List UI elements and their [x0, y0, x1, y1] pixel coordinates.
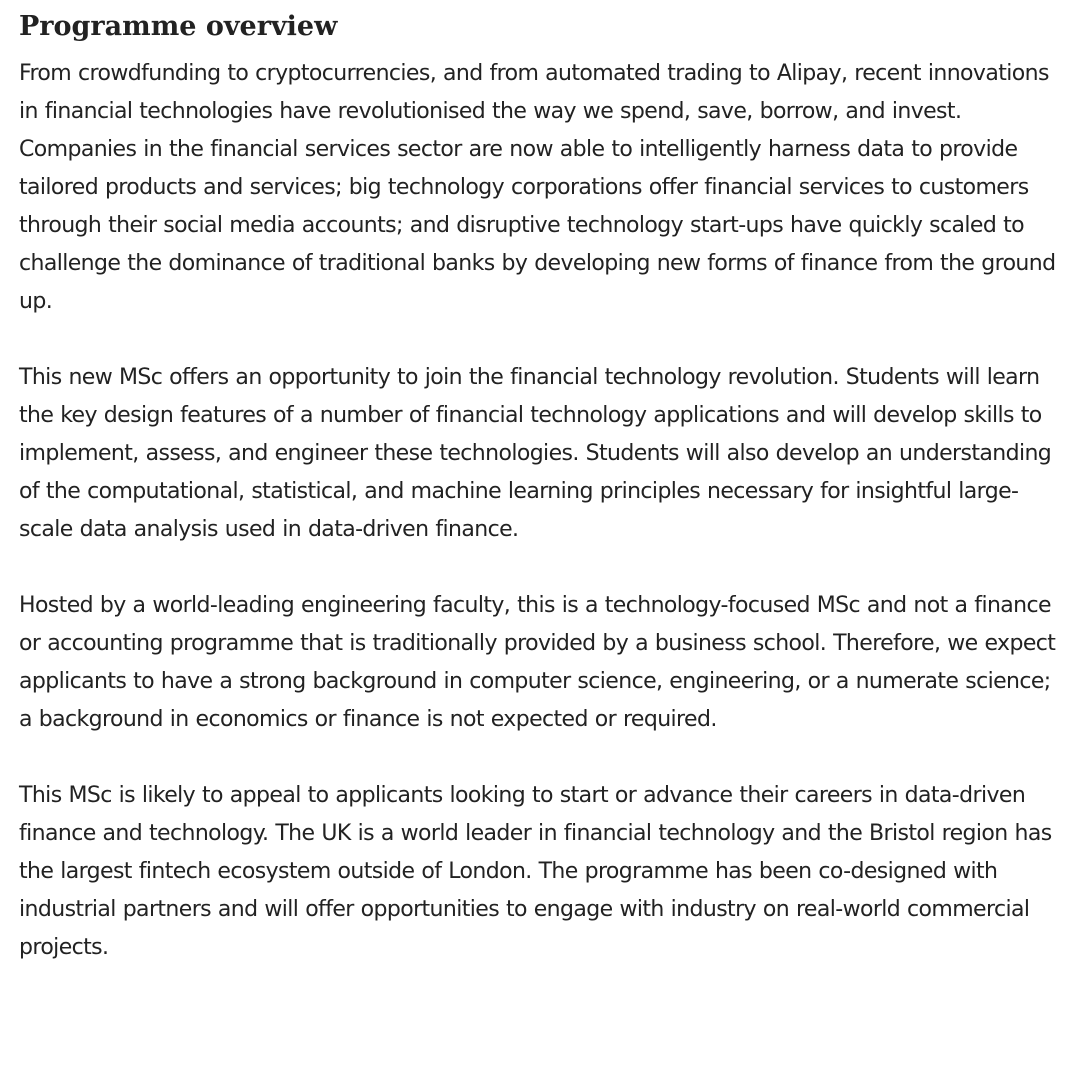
overview-paragraph-2: This new MSc offers an opportunity to join the financial technology revolution. Students will learn the key design features of a number of financial technology applications and will develop skills to implement, assess, and engineer these technologies. Students will also develop an understanding of the computational, statistical, and machine learning principles necessary for insightful large-scale data analysis used in data-driven finance.: [19, 365, 1052, 542]
overview-paragraph-4: This MSc is likely to appeal to applicants looking to start or advance their careers in data-driven finance and technology. The UK is a world leader in financial technology and the Bristol region has the largest fintech ecosystem outside of London. The programme has been co-designed with industrial partners and will offer opportunities to engage with industry on real-world commercial projects.: [19, 783, 1052, 960]
overview-paragraph-1: From crowdfunding to cryptocurrencies, and from automated trading to Alipay, recent innovations in financial technologies have revolutionised the way we spend, save, borrow, and invest. Companies in the financial services sector are now able to intelligently harness data to provide tailored products and services; big technology corporations offer financial services to customers through their social media accounts; and disruptive technology start-ups have quickly scaled to challenge the dominance of traditional banks by developing new forms of finance from the ground up.: [19, 61, 1056, 314]
section-title: Programme overview: [19, 11, 338, 42]
programme-overview-section: [19, 8, 1059, 1005]
overview-paragraph-3: Hosted by a world-leading engineering faculty, this is a technology-focused MSc and not a finance or accounting programme that is traditionally provided by a business school. Therefore, we expect applicants to have a strong background in computer science, engineering, or a numerate science; a background in economics or finance is not expected or required.: [19, 593, 1056, 732]
